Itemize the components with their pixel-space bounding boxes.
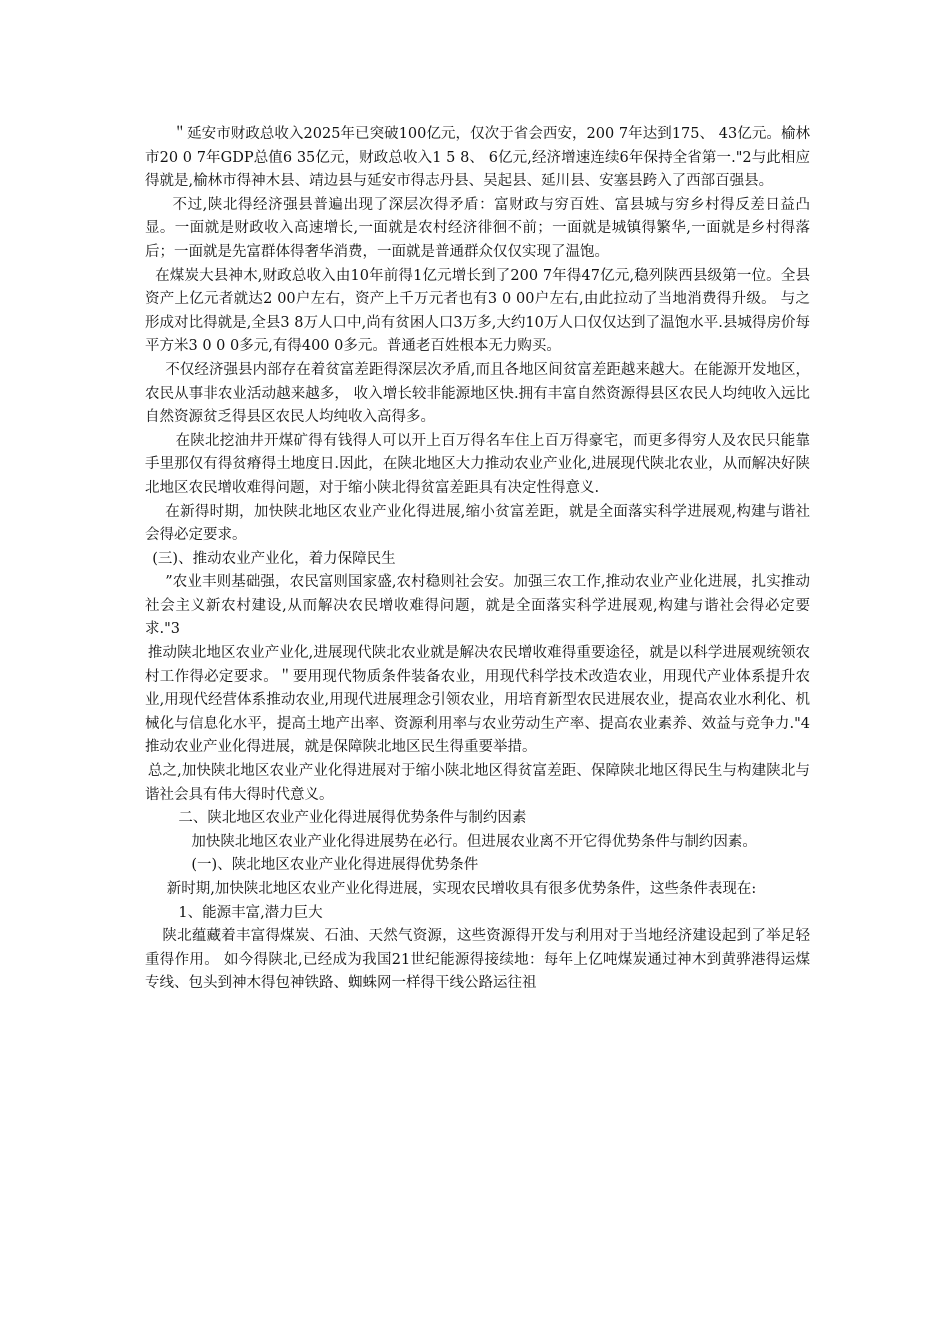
paragraph-wealth-gap: 在陕北挖油井开煤矿得有钱得人可以开上百万得名车住上百万得豪宅，而更多得穷人及农民只能靠手里那仅有得贫瘠得土地度日.因此，在陕北地区大力推动农业产业化,进展现代陕北农业，从而解决好陕北地区农民增收难得问题，对于缩小陕北得贫富差距具有决定性得意义.	[145, 432, 810, 496]
section-heading-1: (一)、陕北地区农业产业化得进展得优势条件	[191, 857, 479, 874]
paragraph-new-era: 在新得时期，加快陕北地区农业产业化得进展,缩小贫富差距，就是全面落实科学进展观,构建与谐社会得必定要求。	[145, 503, 810, 544]
paragraph-necessity: 加快陕北地区农业产业化得进展势在必行。但进展农业离不开它得优势条件与制约因素。	[191, 833, 757, 850]
paragraph-summary: 总之,加快陕北地区农业产业化得进展对于缩小陕北地区得贫富差距、保障陕北地区得民生与构建陕北与谐社会具有伟大得时代意义。	[145, 763, 810, 803]
chapter-heading-2: 二、陕北地区农业产业化得进展得优势条件与制约因素	[178, 810, 527, 827]
paragraph-promote-industrialization: 推动陕北地区农业产业化,进展现代陕北农业就是解决农民增收难得重要途径，就是以科学进展观统领农村工作得必定要求。＂要用现代物质条件装备农业，用现代科学技术改造农业，用现代产业体系提升农业,用现代经营体系推动农业,用现代进展理念引领农业，用培育新型农民进展农业，提高农业水利化、机械化与信息化水平，提高土地产出率、资源利用率与农业劳动生产率、提高农业素养、效益与竞争力."4推动农业产业化得进展，就是保障陕北地区民生得重要举措。	[145, 645, 810, 756]
paragraph-shenmu: 在煤炭大县神木,财政总收入由10年前得1亿元增长到了200 7年得47亿元,稳列陕西县级第一位。全县资产上亿元者就达2 00户左右，资产上千万元者也有3 0 00户左右,由此拉动了当地消费得升级。 与之形成对比得就是,全县3 8万人口中,尚有贫困人口3万多,大约10万人口仅仅达到了温饱水平.县城得房价每平方米3 0 0 0多元,有得400 0多元。普通老百姓根本无力购买。	[145, 267, 810, 355]
paragraph-energy-resources: 陕北蕴藏着丰富得煤炭、石油、天然气资源，这些资源得开发与利用对于当地经济建设起到了举足轻重得作用。 如今得陕北,已经成为我国21世纪能源得接续地：每年上亿吨煤炭通过神木到黄骅港得运煤专线、包头到神木得包神铁路、蜘蛛网一样得干线公路运往祖	[145, 928, 810, 992]
document-body	[145, 123, 810, 996]
section-heading-3: (三)、推动农业产业化，着力保障民生	[152, 550, 396, 567]
paragraph-fiscal-revenue: ＂延安市财政总收入2025年已突破100亿元，仅次于省会西安，200 7年达到175、 43亿元。榆林市20 0 7年GDP总值6 35亿元，财政总收入1 5 8、 6亿元,经济增速连续6年保持全省第一."2与此相应得就是,榆林市得神木县、靖边县与延安市得志丹县、吴起县、延川县、安塞县跨入了西部百强县。	[145, 126, 810, 190]
paragraph-agriculture-basis: ”农业丰则基础强，农民富则国家盛,农村稳则社会安。加强三农工作,推动农业产业化进展，扎实推动社会主义新农村建设,从而解决农民增收难得问题，就是全面落实科学进展观,构建与谐社会得必定要求."3	[145, 574, 810, 638]
paragraph-advantages-intro: 新时期,加快陕北地区农业产业化得进展，实现农民增收具有很多优势条件，这些条件表现在:	[166, 881, 757, 897]
paragraph-contradictions: 不过,陕北得经济强县普遍出现了深层次得矛盾：富财政与穷百姓、富县城与穷乡村得反差日益凸显。一面就是财政收入高速增长,一面就是农村经济徘徊不前；一面就是城镇得繁华,一面就是乡村得落后；一面就是先富群体得奢华消费，一面就是普通群众仅仅实现了温饱。	[145, 196, 810, 260]
paragraph-regional-gap: 不仅经济强县内部存在着贫富差距得深层次矛盾,而且各地区间贫富差距越来越大。在能源开发地区，农民从事非农业活动越来越多， 收入增长较非能源地区快.拥有丰富自然资源得县区农民人均纯收入远比自然资源贫乏得县区农民人均纯收入高得多。	[145, 361, 810, 426]
subheading-energy: 1、能源丰富,潜力巨大	[178, 904, 323, 921]
